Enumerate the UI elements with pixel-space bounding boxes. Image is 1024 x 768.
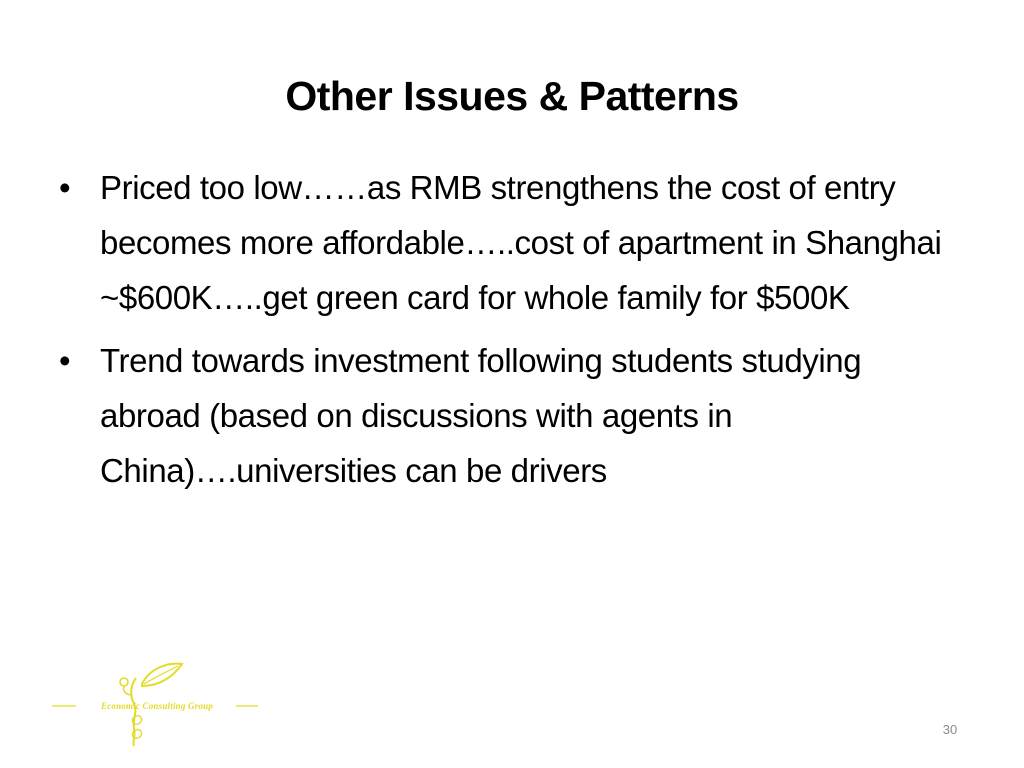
bullet-text: Priced too low……as RMB strengthens the cost of entry becomes more affordable…..cost of apartment in Shanghai ~$600K…..get green card for whole family for $500K [100, 169, 942, 316]
bullet-dot-icon: • [59, 169, 71, 206]
bullet-item [59, 333, 969, 498]
bullet-dot-icon: • [59, 342, 71, 379]
bullet-item [59, 160, 969, 325]
page-number: 30 [942, 722, 958, 737]
bullet-text: Trend towards investment following students studying abroad (based on discussions with agents in China)….universities can be drivers [100, 342, 862, 489]
slide-title: Other Issues & Patterns [285, 73, 739, 119]
company-logo [50, 656, 262, 748]
bullet-list [59, 160, 969, 506]
logo-text: Economic Consulting Group [100, 701, 214, 711]
